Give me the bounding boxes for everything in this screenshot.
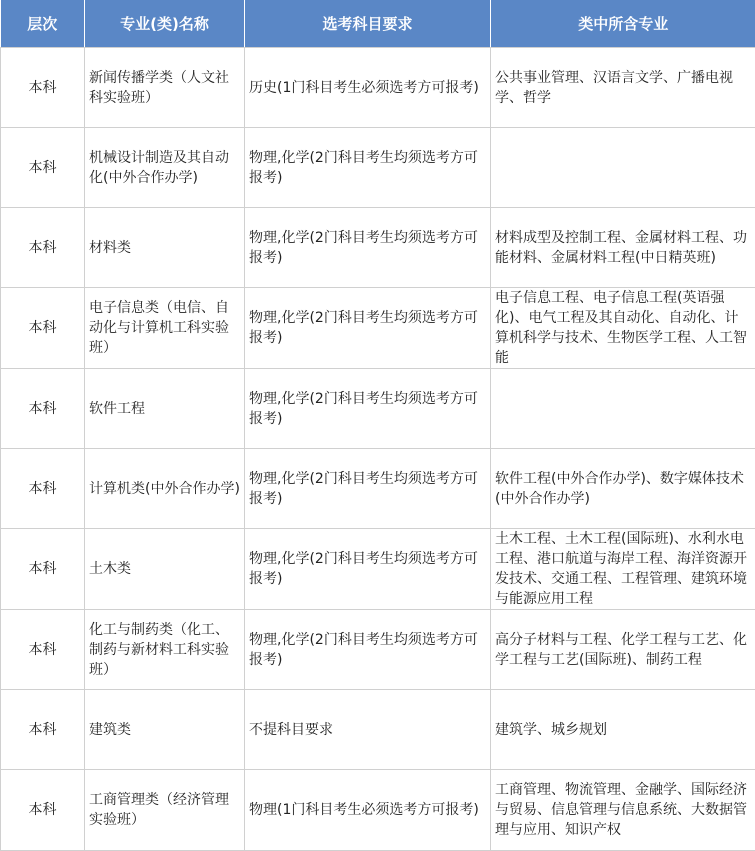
table-header-row — [1, 0, 755, 48]
cell-subject-requirement: 历史(1门科目考生必须选考方可报考) — [245, 48, 491, 128]
cell-level: 本科 — [1, 48, 85, 128]
cell-major-name: 新闻传播学类（人文社科实验班） — [85, 48, 245, 128]
cell-level: 本科 — [1, 610, 85, 690]
cell-level: 本科 — [1, 449, 85, 529]
cell-subject-requirement: 物理,化学(2门科目考生均须选考方可报考) — [245, 610, 491, 690]
table-row — [1, 610, 755, 690]
cell-subject-requirement: 物理,化学(2门科目考生均须选考方可报考) — [245, 128, 491, 208]
cell-level: 本科 — [1, 529, 85, 610]
cell-major-name: 化工与制药类（化工、制药与新材料工科实验班） — [85, 610, 245, 690]
cell-major-name: 软件工程 — [85, 369, 245, 449]
cell-level: 本科 — [1, 690, 85, 770]
header-level: 层次 — [1, 0, 85, 48]
cell-level: 本科 — [1, 208, 85, 288]
table-row — [1, 288, 755, 369]
table-row — [1, 208, 755, 288]
table-row — [1, 690, 755, 770]
cell-major-name: 建筑类 — [85, 690, 245, 770]
cell-subject-requirement: 不提科目要求 — [245, 690, 491, 770]
cell-included-majors — [491, 128, 755, 208]
cell-major-name: 电子信息类（电信、自动化与计算机工科实验班） — [85, 288, 245, 369]
cell-included-majors: 建筑学、城乡规划 — [491, 690, 755, 770]
cell-subject-requirement: 物理,化学(2门科目考生均须选考方可报考) — [245, 288, 491, 369]
table-row — [1, 48, 755, 128]
header-major-name: 专业(类)名称 — [85, 0, 245, 48]
cell-included-majors: 工商管理、物流管理、金融学、国际经济与贸易、信息管理与信息系统、大数据管理与应用、知识产权 — [491, 770, 755, 851]
cell-included-majors: 土木工程、土木工程(国际班)、水利水电工程、港口航道与海岸工程、海洋资源开发技术、交通工程、工程管理、建筑环境与能源应用工程 — [491, 529, 755, 610]
cell-included-majors: 高分子材料与工程、化学工程与工艺、化学工程与工艺(国际班)、制药工程 — [491, 610, 755, 690]
cell-included-majors: 材料成型及控制工程、金属材料工程、功能材料、金属材料工程(中日精英班) — [491, 208, 755, 288]
cell-major-name: 土木类 — [85, 529, 245, 610]
cell-level: 本科 — [1, 770, 85, 851]
cell-subject-requirement: 物理,化学(2门科目考生均须选考方可报考) — [245, 369, 491, 449]
cell-level: 本科 — [1, 128, 85, 208]
table-row — [1, 369, 755, 449]
table-row — [1, 128, 755, 208]
cell-included-majors — [491, 369, 755, 449]
cell-level: 本科 — [1, 288, 85, 369]
cell-major-name: 机械设计制造及其自动化(中外合作办学) — [85, 128, 245, 208]
cell-major-name: 工商管理类（经济管理实验班） — [85, 770, 245, 851]
table-row — [1, 770, 755, 851]
cell-subject-requirement: 物理,化学(2门科目考生均须选考方可报考) — [245, 529, 491, 610]
header-included-majors: 类中所含专业 — [491, 0, 755, 48]
cell-level: 本科 — [1, 369, 85, 449]
cell-major-name: 材料类 — [85, 208, 245, 288]
table-row — [1, 529, 755, 610]
cell-included-majors: 电子信息工程、电子信息工程(英语强化)、电气工程及其自动化、自动化、计算机科学与技术、生物医学工程、人工智能 — [491, 288, 755, 369]
header-subject-requirement: 选考科目要求 — [245, 0, 491, 48]
cell-included-majors: 公共事业管理、汉语言文学、广播电视学、哲学 — [491, 48, 755, 128]
cell-major-name: 计算机类(中外合作办学) — [85, 449, 245, 529]
cell-included-majors: 软件工程(中外合作办学)、数字媒体技术(中外合作办学) — [491, 449, 755, 529]
table-row — [1, 449, 755, 529]
cell-subject-requirement: 物理(1门科目考生必须选考方可报考) — [245, 770, 491, 851]
cell-subject-requirement: 物理,化学(2门科目考生均须选考方可报考) — [245, 208, 491, 288]
cell-subject-requirement: 物理,化学(2门科目考生均须选考方可报考) — [245, 449, 491, 529]
